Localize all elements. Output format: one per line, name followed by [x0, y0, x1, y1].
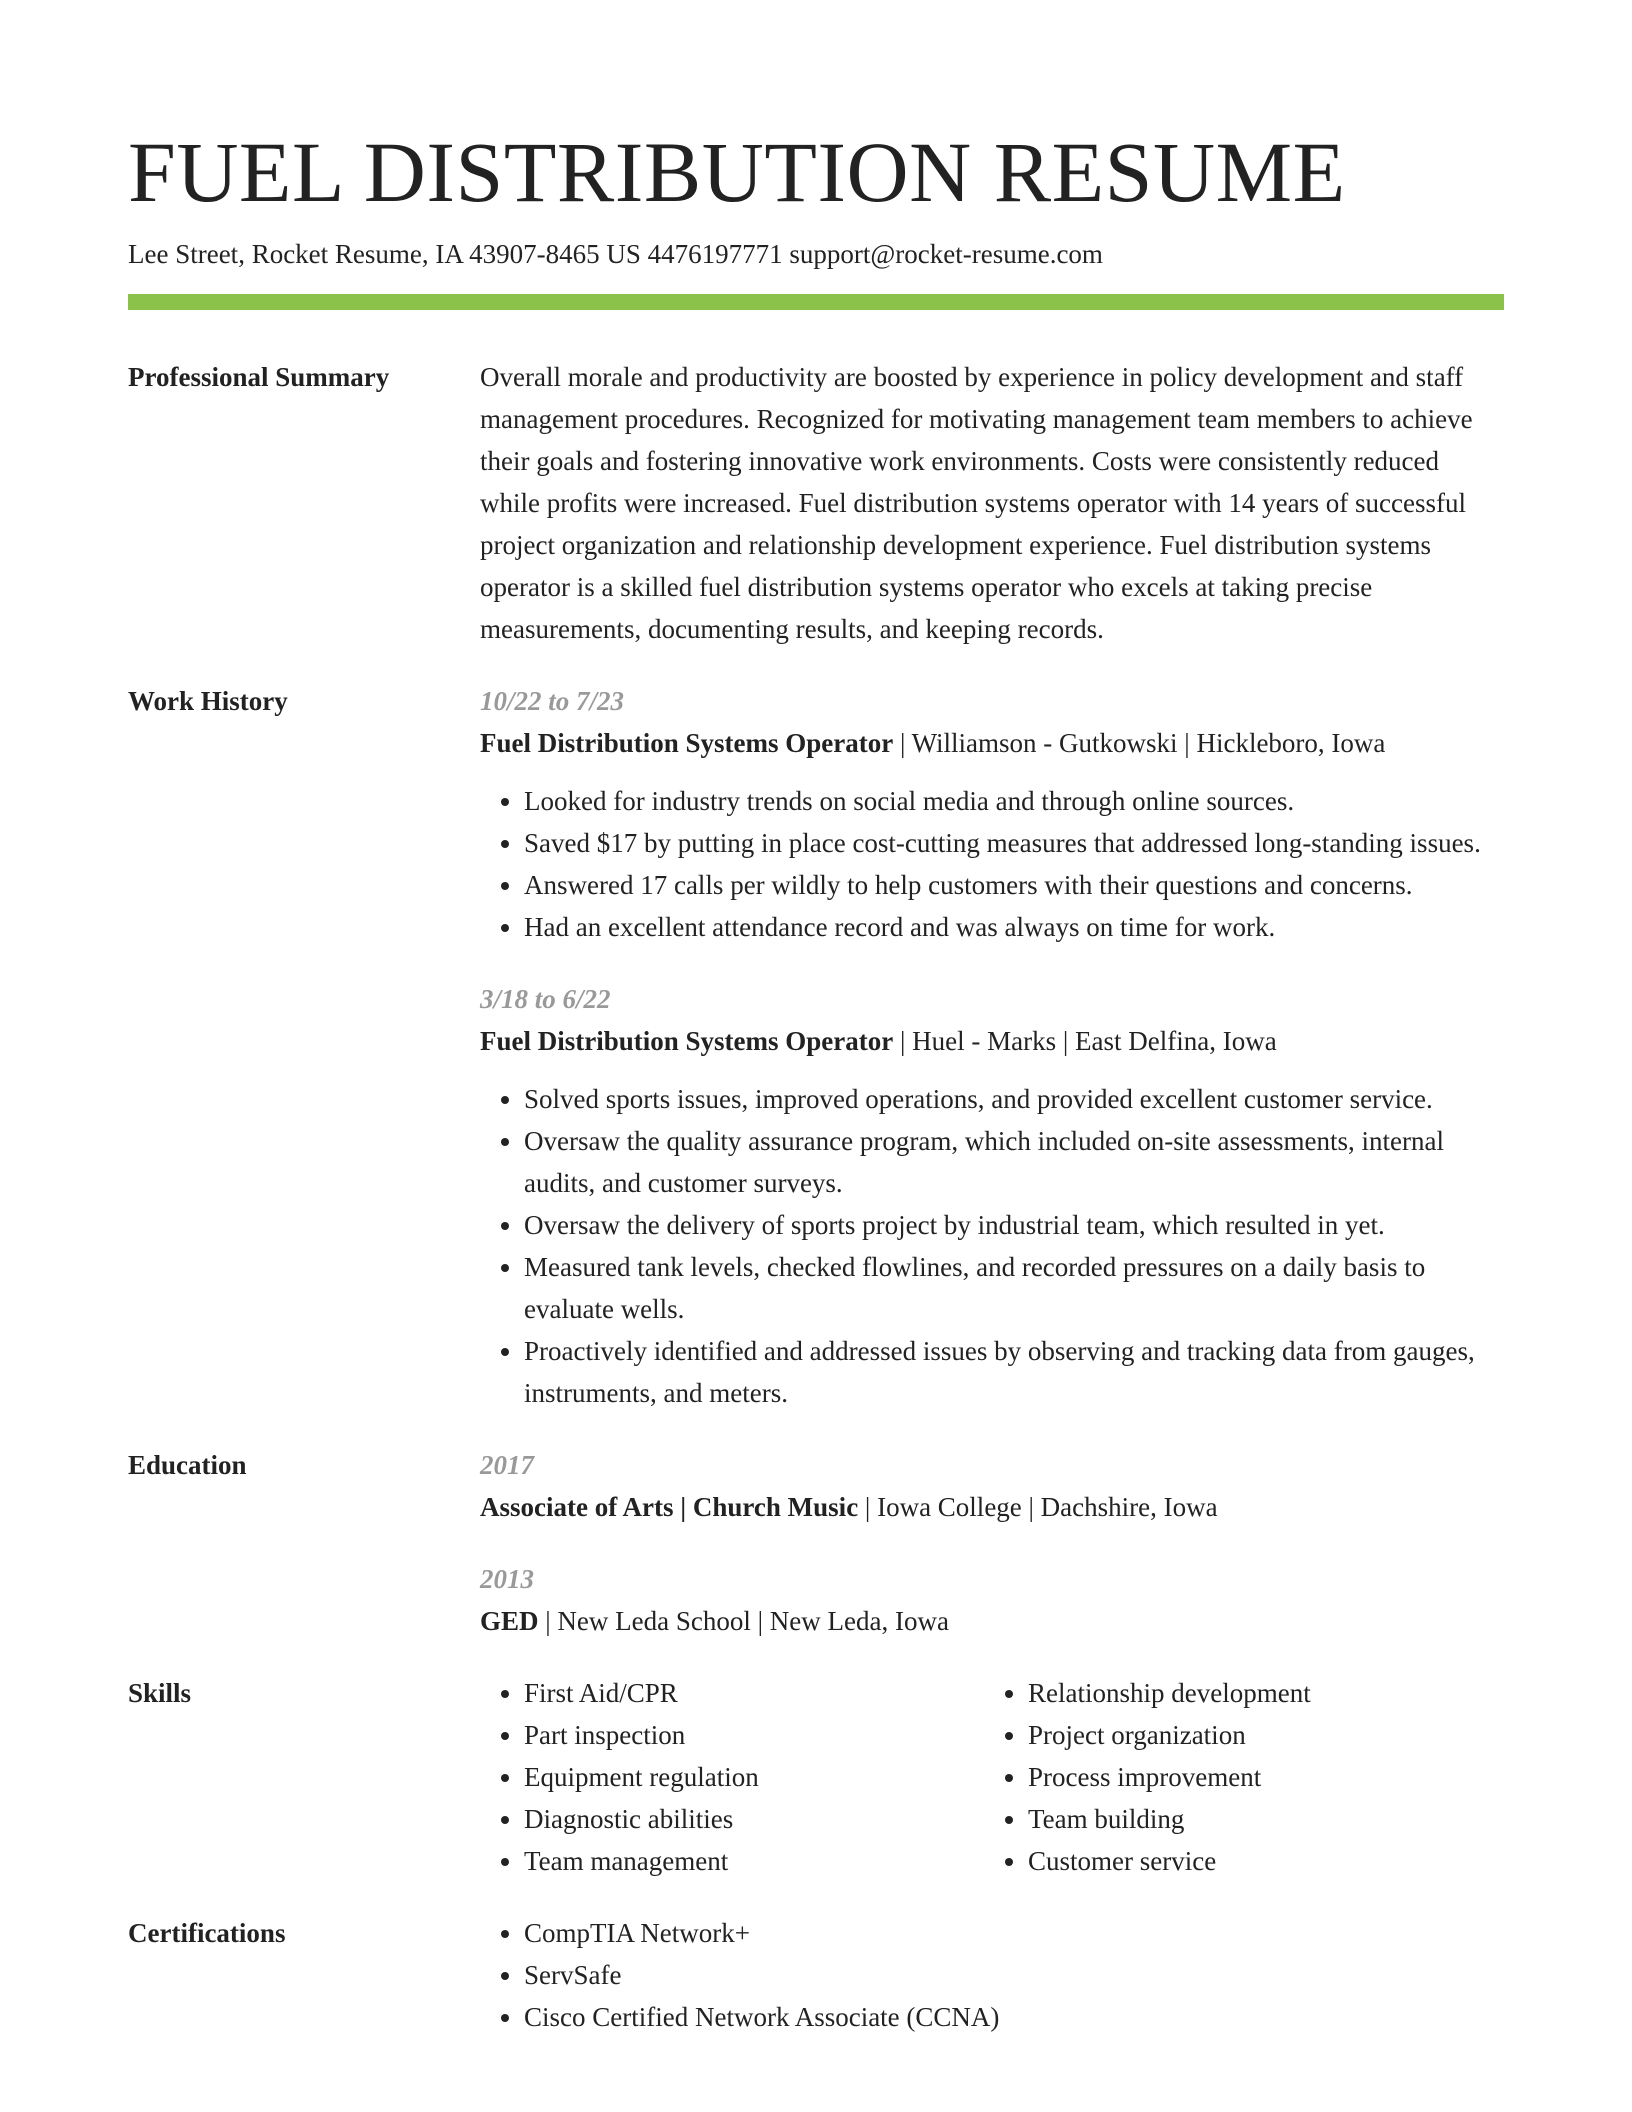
job-date: 3/18 to 6/22 [480, 984, 611, 1014]
skill-item: • Team management [524, 1840, 984, 1882]
skill-item: • Project organization [1028, 1714, 1488, 1756]
section-label-skills: Skills [128, 1678, 192, 1708]
job-bullets [480, 1078, 1504, 1414]
job-details: | Williamson - Gutkowski | Hickleboro, Iowa [893, 728, 1386, 758]
education-entry [480, 1444, 1504, 1528]
list-item: • Oversaw the quality assurance program, which included on-site assessments, internal audits, and customer surveys. [524, 1120, 1504, 1204]
certifications-section [128, 1912, 1504, 2038]
summary-section [128, 356, 1504, 650]
list-item: • Proactively identified and addressed issues by observing and tracking data from gauges, instruments, and meters. [524, 1330, 1504, 1414]
work-history-section [128, 680, 1504, 1414]
resume-page [128, 0, 1504, 2038]
section-label-summary: Professional Summary [128, 362, 390, 392]
education-entry [480, 1558, 1504, 1642]
accent-divider [128, 294, 1504, 310]
job-entry [480, 978, 1504, 1414]
education-header [480, 1600, 1504, 1642]
skills-grid [480, 1672, 1504, 1882]
job-header [480, 722, 1504, 764]
skills-column-right [984, 1672, 1488, 1882]
summary-body [480, 356, 1504, 650]
list-item: • Solved sports issues, improved operations, and provided excellent customer service. [524, 1078, 1504, 1120]
skills-body [480, 1672, 1504, 1882]
education-degree: Associate of Arts | Church Music [480, 1492, 859, 1522]
skills-list [480, 1672, 984, 1882]
education-header [480, 1486, 1504, 1528]
job-title: Fuel Distribution Systems Operator [480, 728, 894, 758]
skill-item: • Part inspection [524, 1714, 984, 1756]
skill-item: • Team building [1028, 1798, 1488, 1840]
list-item: • Oversaw the delivery of sports project by industrial team, which resulted in yet. [524, 1204, 1504, 1246]
contact-line: Lee Street, Rocket Resume, IA 43907-8465 US 4476197771 support@rocket-resume.com [128, 239, 1103, 269]
list-item: • Saved $17 by putting in place cost-cutting measures that addressed long-standing issues. [524, 822, 1504, 864]
job-date: 10/22 to 7/23 [480, 686, 625, 716]
education-date: 2017 [480, 1450, 534, 1480]
job-bullets [480, 780, 1504, 948]
skills-list [984, 1672, 1488, 1882]
section-label-education: Education [128, 1450, 247, 1480]
education-degree: GED [480, 1606, 539, 1636]
job-header [480, 1020, 1504, 1062]
list-item: • Had an excellent attendance record and was always on time for work. [524, 906, 1504, 948]
education-date: 2013 [480, 1564, 534, 1594]
job-details: | Huel - Marks | East Delfina, Iowa [893, 1026, 1277, 1056]
list-item: • Looked for industry trends on social media and through online sources. [524, 780, 1504, 822]
skill-item: • Equipment regulation [524, 1756, 984, 1798]
education-body [480, 1444, 1504, 1642]
summary-text: Overall morale and productivity are boosted by experience in policy development and staff management procedures. Recognized for motivating management team members to achieve their goals and fostering innovative work environments. Costs were consistently reduced while profits were increased. Fuel distribution systems operator with 14 years of successful project organization and relationship development experience. Fuel distribution systems operator is a skilled fuel distribution systems operator who excels at taking precise measurements, documenting results, and keeping records. [480, 362, 1473, 644]
skill-item: • Customer service [1028, 1840, 1488, 1882]
certification-item: • CompTIA Network+ [524, 1912, 1504, 1954]
certification-item: • ServSafe [524, 1954, 1504, 1996]
certifications-list [480, 1912, 1504, 2038]
skill-item: • Process improvement [1028, 1756, 1488, 1798]
list-item: • Measured tank levels, checked flowlines, and recorded pressures on a daily basis to evaluate wells. [524, 1246, 1504, 1330]
skills-column-left [480, 1672, 984, 1882]
education-details: | Iowa College | Dachshire, Iowa [858, 1492, 1218, 1522]
skill-item: • First Aid/CPR [524, 1672, 984, 1714]
education-section [128, 1444, 1504, 1642]
section-label-certifications: Certifications [128, 1918, 286, 1948]
job-title: Fuel Distribution Systems Operator [480, 1026, 894, 1056]
job-entry [480, 680, 1504, 948]
skill-item: • Relationship development [1028, 1672, 1488, 1714]
certifications-body [480, 1912, 1504, 2038]
list-item: • Answered 17 calls per wildly to help customers with their questions and concerns. [524, 864, 1504, 906]
section-label-work-history: Work History [128, 686, 288, 716]
education-details: | New Leda School | New Leda, Iowa [538, 1606, 949, 1636]
skills-section [128, 1672, 1504, 1882]
resume-title: FUEL DISTRIBUTION RESUME [128, 124, 1346, 220]
certification-item: • Cisco Certified Network Associate (CCNA) [524, 1996, 1504, 2038]
skill-item: • Diagnostic abilities [524, 1798, 984, 1840]
work-history-body [480, 680, 1504, 1414]
